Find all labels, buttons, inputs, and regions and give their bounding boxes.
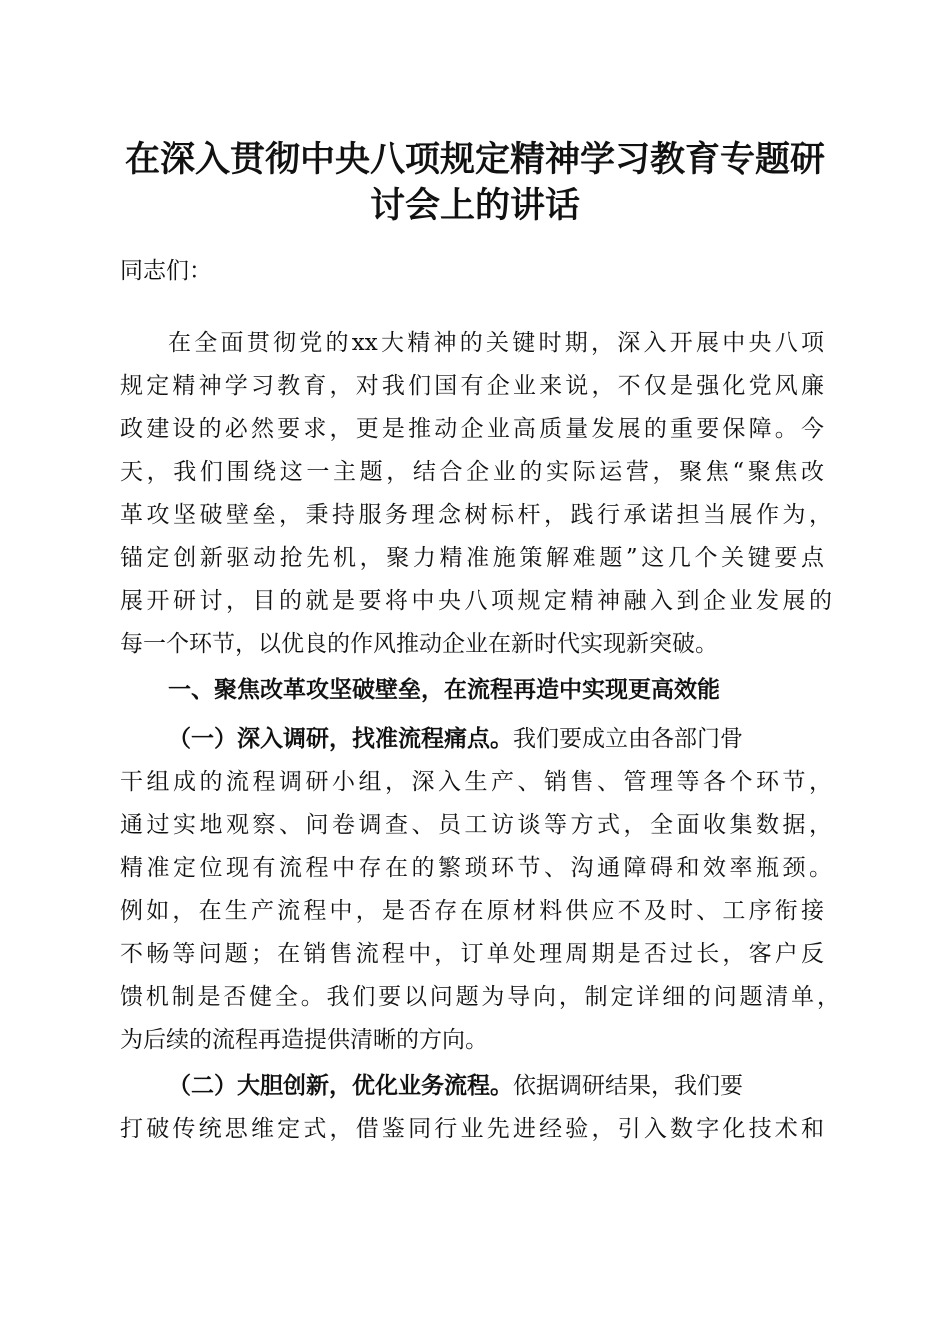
document-title-line-2: 讨会上的讲话: [369, 185, 580, 226]
paragraph-line: 馈机制是否健全。我们要以问题为导向，制定详细的问题清单，: [120, 984, 840, 1010]
subsection-2-text: 依据调研结果，我们要: [513, 1073, 743, 1099]
subsection-2-first-line: [168, 1071, 828, 1101]
salutation: 同志们：: [120, 258, 212, 284]
paragraph-line: 打破传统思维定式，借鉴同行业先进经验，引入数字化技术和: [120, 1116, 824, 1142]
intro-line: 政建设的必然要求，更是推动企业高质量发展的重要保障。今: [120, 416, 824, 442]
intro-line: 革攻坚破壁垒，秉持服务理念树标杆，践行承诺担当展作为，: [120, 502, 832, 528]
subsection-1-first-line: [168, 724, 828, 754]
paragraph-line: 精准定位现有流程中存在的繁琐环节、沟通障碍和效率瓶颈。: [120, 855, 832, 881]
intro-line: 每一个环节，以优良的作风推动企业在新时代实现新突破。: [120, 631, 718, 657]
intro-line: 锚定创新驱动抢先机，聚力精准施策解难题”这几个关键要点: [120, 545, 824, 571]
intro-line: 展开研讨，目的就是要将中央八项规定精神融入到企业发展的: [120, 588, 832, 614]
paragraph-line: 干组成的流程调研小组，深入生产、销售、管理等各个环节，: [120, 769, 832, 795]
section-heading: 一、聚焦改革攻坚破壁垒，在流程再造中实现更高效能: [168, 677, 720, 703]
subsection-2-heading: （二）大胆创新，优化业务流程。: [168, 1072, 513, 1099]
paragraph-line: 不畅等问题；在销售流程中，订单处理周期是否过长，客户反: [120, 941, 824, 967]
paragraph-line: 通过实地观察、问卷调查、员工访谈等方式，全面收集数据，: [120, 812, 832, 838]
subsection-1-text: 我们要成立由各部门骨: [513, 726, 743, 752]
intro-line: 规定精神学习教育，对我们国有企业来说，不仅是强化党风廉: [120, 373, 824, 399]
paragraph-line: 为后续的流程再造提供清晰的方向。: [120, 1027, 488, 1053]
intro-line: 在全面贯彻党的xx大精神的关键时期，深入开展中央八项: [168, 330, 824, 356]
document-title-line-1: 在深入贯彻中央八项规定精神学习教育专题研: [124, 139, 825, 180]
paragraph-line: 例如，在生产流程中，是否存在原材料供应不及时、工序衔接: [120, 898, 824, 924]
intro-line: 天，我们围绕这一主题，结合企业的实际运营，聚焦“聚焦改: [120, 459, 824, 485]
subsection-1-heading: （一）深入调研，找准流程痛点。: [168, 725, 513, 752]
